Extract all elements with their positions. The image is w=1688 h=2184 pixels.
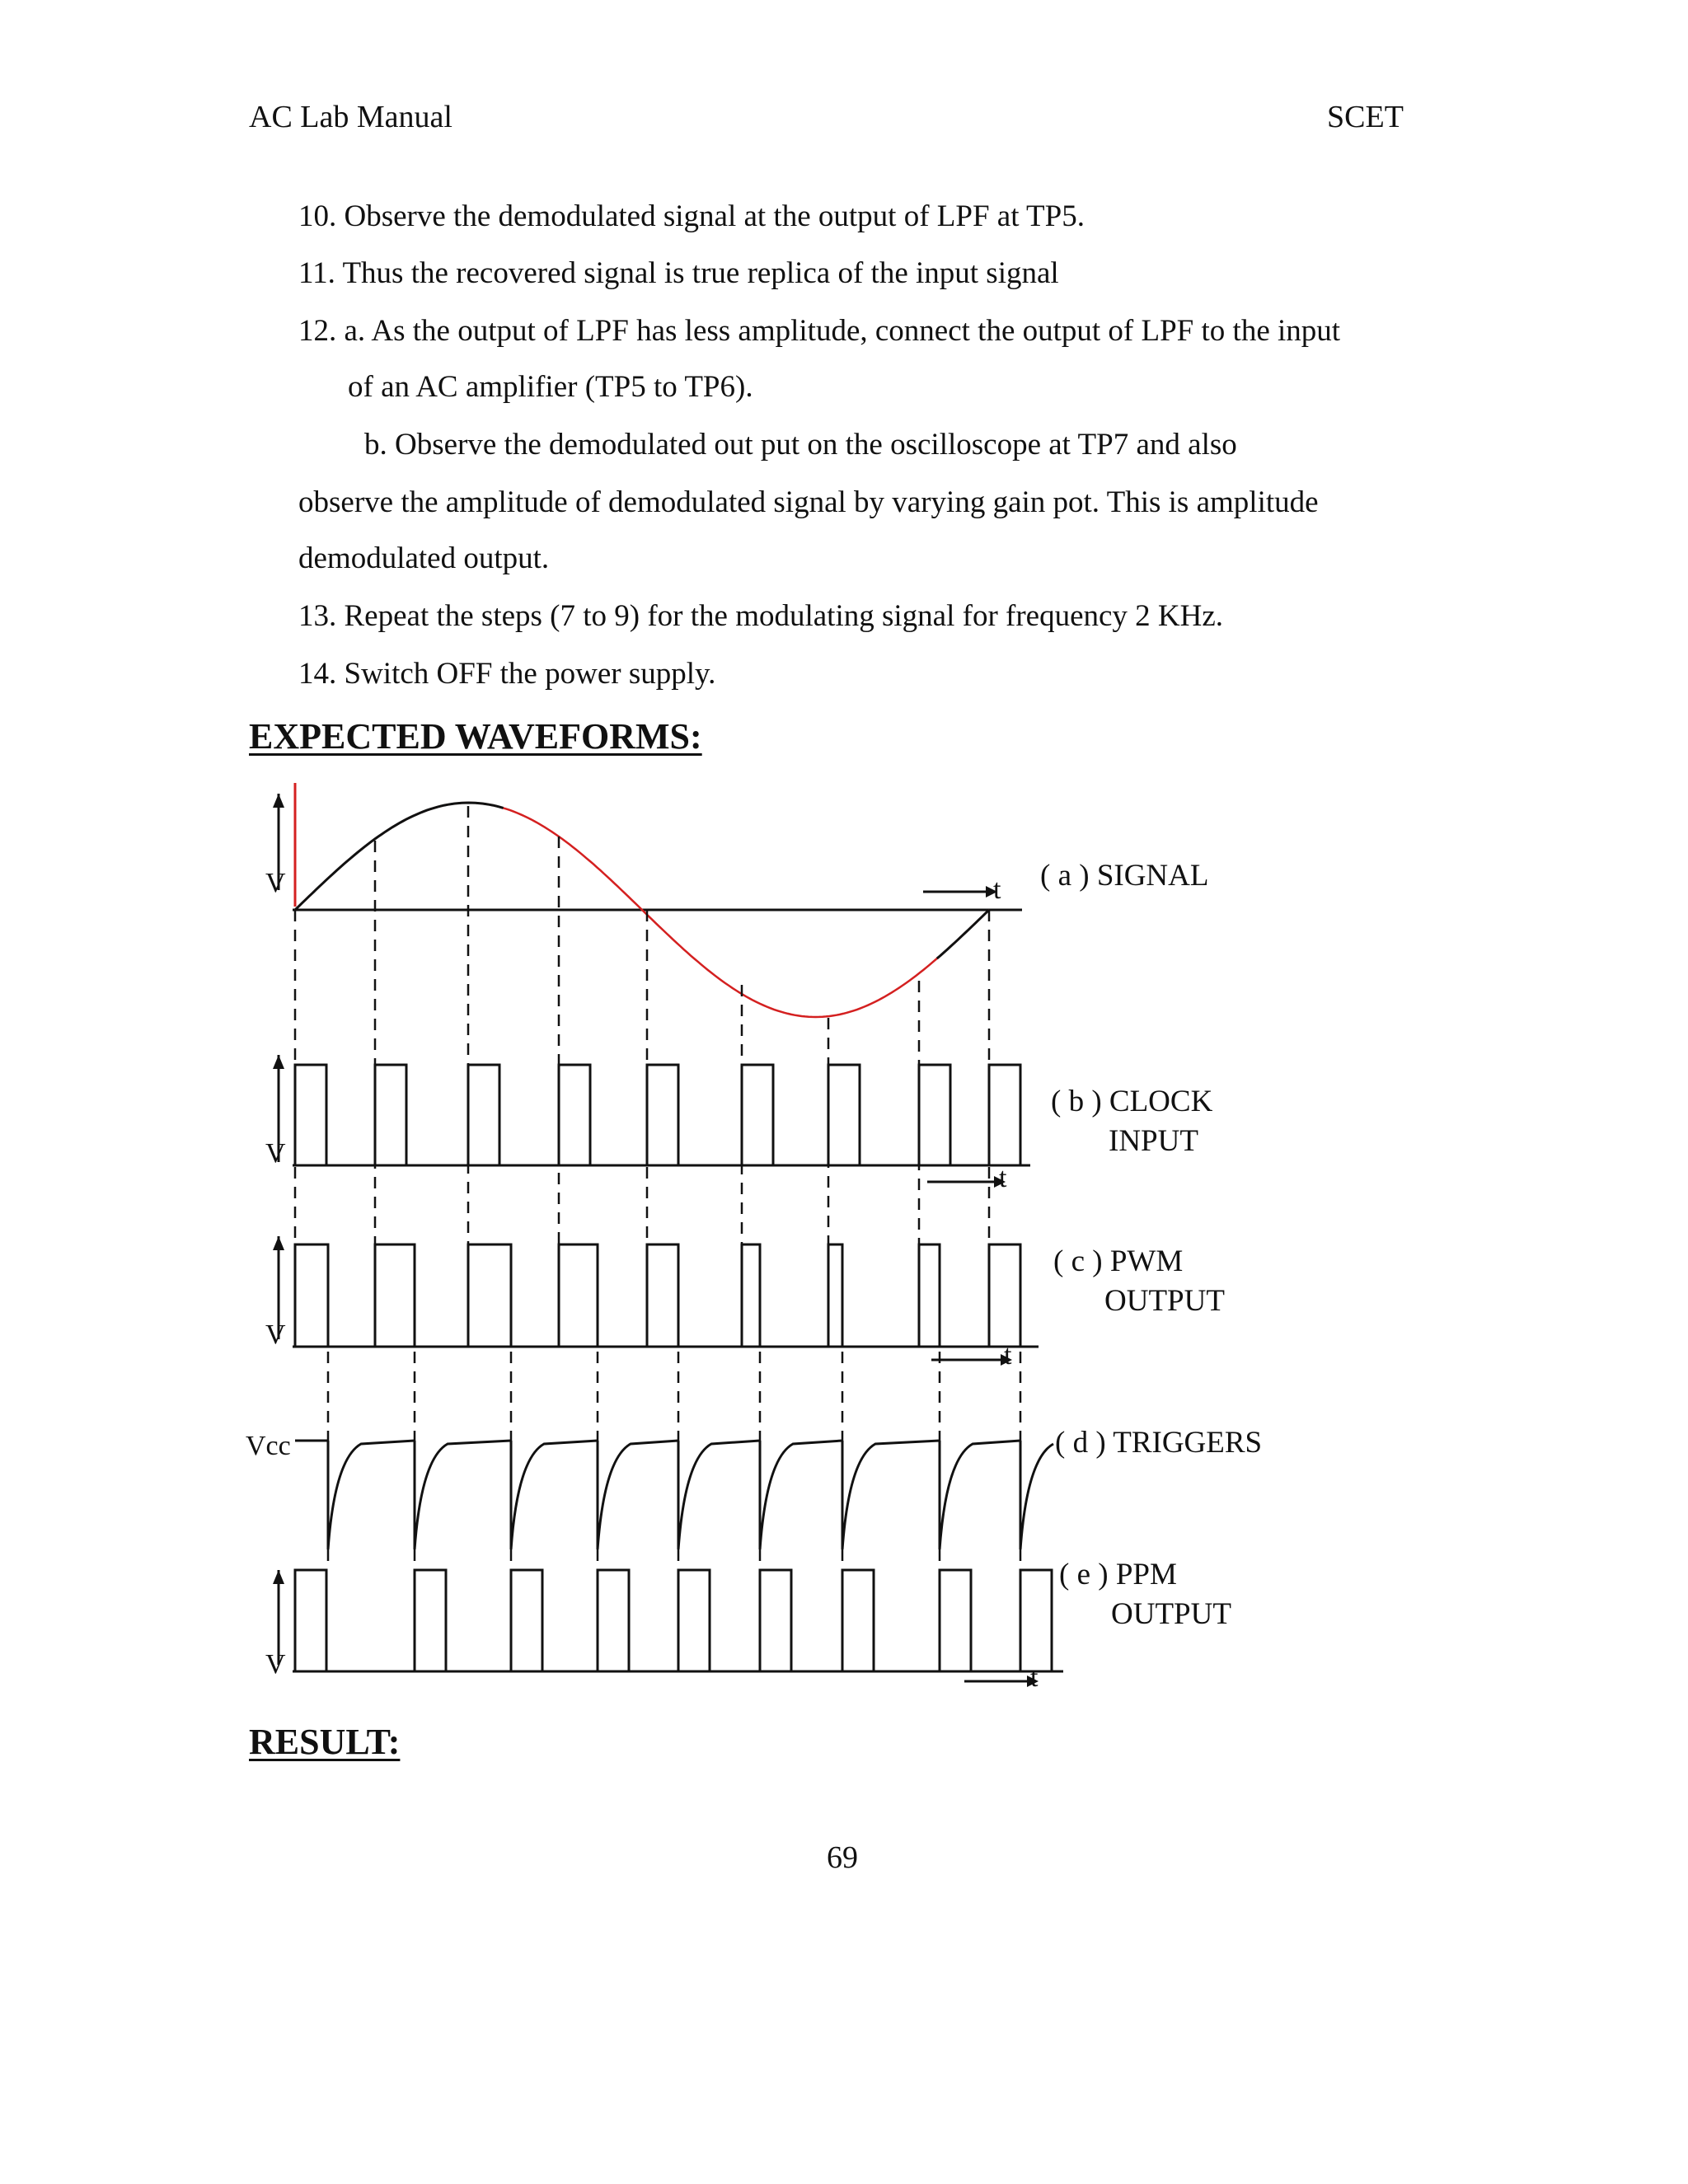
axis-vcc-label: Vcc bbox=[246, 1431, 291, 1461]
step-11: 11. Thus the recovered signal is true replica of the input signal bbox=[298, 256, 1059, 290]
axis-v-label: V bbox=[265, 868, 286, 898]
header-institute: SCET bbox=[1327, 100, 1404, 134]
label-ppm: ( e ) PPM bbox=[1059, 1558, 1177, 1591]
axis-t-label: t bbox=[1030, 1662, 1039, 1693]
step-10: 10. Observe the demodulated signal at the output of LPF at TP5. bbox=[298, 199, 1085, 233]
axis-v-label: V bbox=[265, 1138, 286, 1169]
step-12b: b. Observe the demodulated out put on the oscilloscope at TP7 and also bbox=[364, 428, 1237, 462]
label-clock-input: INPUT bbox=[1109, 1124, 1198, 1158]
label-pwm-output: OUTPUT bbox=[1104, 1284, 1225, 1318]
step-12b-cont: observe the amplitude of demodulated signal by varying gain pot. This is amplitude bbox=[298, 485, 1319, 519]
label-ppm-output: OUTPUT bbox=[1111, 1597, 1231, 1631]
header-title: AC Lab Manual bbox=[249, 100, 452, 134]
axis-v-label: V bbox=[265, 1319, 286, 1350]
axis-t-label: t bbox=[993, 874, 1001, 905]
step-12a: 12. a. As the output of LPF has less amplitude, connect the output of LPF to the input bbox=[298, 314, 1341, 348]
step-13: 13. Repeat the steps (7 to 9) for the modulating signal for frequency 2 KHz. bbox=[298, 599, 1224, 633]
step-14: 14. Switch OFF the power supply. bbox=[298, 657, 716, 691]
axis-t-label: t bbox=[999, 1163, 1007, 1193]
label-pwm: ( c ) PWM bbox=[1053, 1244, 1184, 1278]
label-triggers: ( d ) TRIGGERS bbox=[1055, 1426, 1263, 1460]
axis-v-label: V bbox=[265, 1649, 286, 1680]
step-12a-cont: of an AC amplifier (TP5 to TP6). bbox=[348, 370, 753, 404]
page-number: 69 bbox=[827, 1840, 858, 1875]
step-12b-end: demodulated output. bbox=[298, 541, 550, 575]
section-result: RESULT: bbox=[249, 1722, 401, 1762]
section-expected-waveforms: EXPECTED WAVEFORMS: bbox=[249, 716, 702, 757]
label-signal: ( a ) SIGNAL bbox=[1040, 859, 1209, 893]
axis-t-label: t bbox=[1004, 1340, 1012, 1371]
label-clock: ( b ) CLOCK bbox=[1051, 1085, 1213, 1118]
